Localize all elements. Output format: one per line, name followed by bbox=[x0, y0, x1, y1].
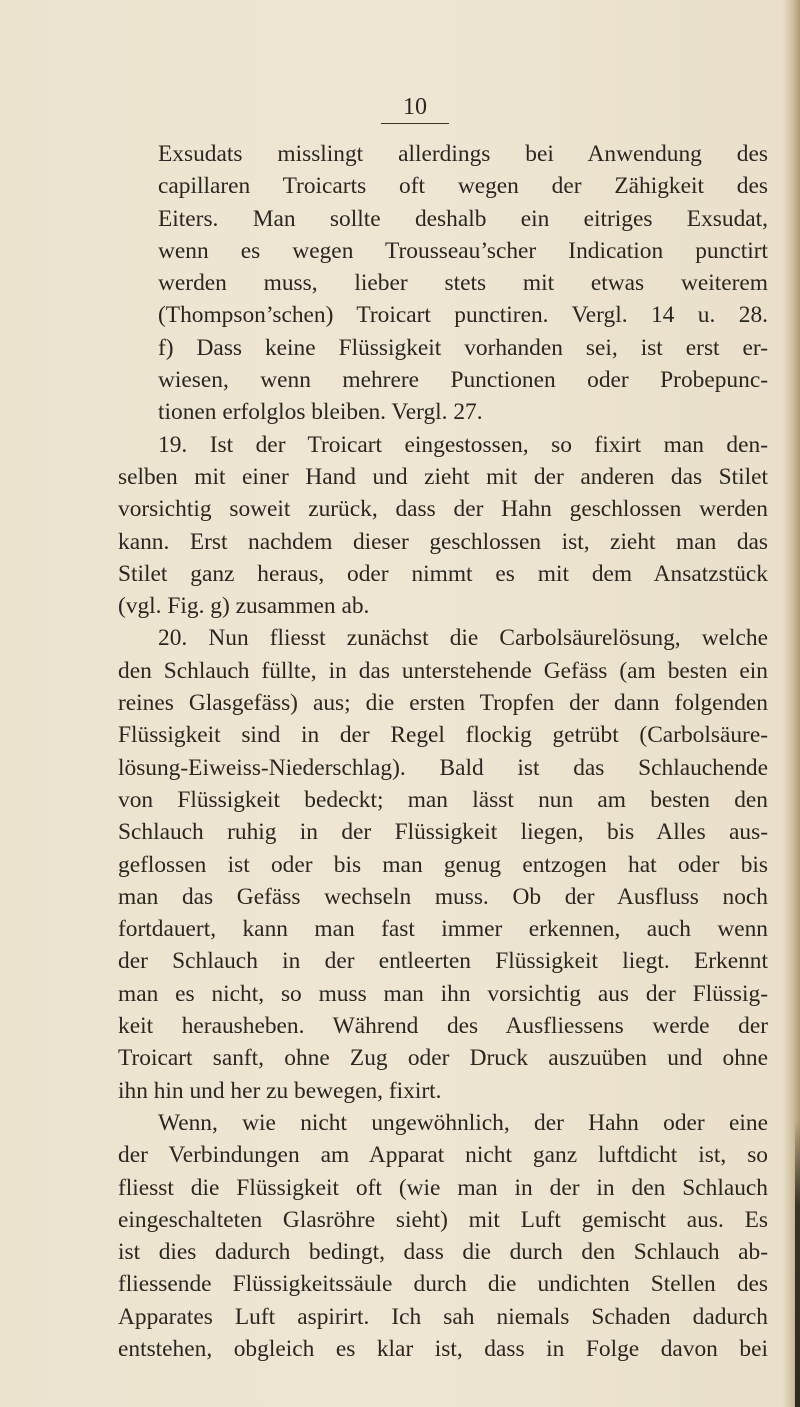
text-line: 19. Ist der Troicart eingestossen, so fixirt man den- bbox=[158, 431, 768, 458]
text-line: eingeschalteten Glasröhre sieht) mit Luft gemischt aus. Es bbox=[118, 1206, 768, 1233]
text-line: tionen erfolglos bleiben. Vergl. 27. bbox=[158, 399, 483, 426]
text-line: fliessende Flüssigkeitssäule durch die undichten Stellen des bbox=[118, 1271, 768, 1298]
text-line: den Schlauch füllte, in das unterstehende Gefäss (am besten ein bbox=[118, 657, 768, 684]
text-line: der Verbindungen am Apparat nicht ganz luftdicht ist, so bbox=[118, 1142, 768, 1169]
body-text bbox=[118, 138, 768, 1365]
text-line: Stilet ganz heraus, oder nimmt es mit dem Ansatzstück bbox=[118, 560, 768, 587]
text-line: ist dies dadurch bedingt, dass die durch den Schlauch ab- bbox=[118, 1239, 768, 1266]
text-line: selben mit einer Hand und zieht mit der anderen das Stilet bbox=[118, 463, 768, 490]
text-line: entstehen, obgleich es klar ist, dass in Folge davon bei bbox=[118, 1335, 768, 1362]
text-line: Exsudats misslingt allerdings bei Anwendung des bbox=[158, 141, 768, 167]
text-line: Schlauch ruhig in der Flüssigkeit liegen, bis Alles aus- bbox=[118, 819, 768, 846]
text-line: (Thompson’schen) Troicart punctiren. Vergl. 14 u. 28. bbox=[158, 302, 768, 329]
text-line: der Schlauch in der entleerten Flüssigkeit liegt. Erkennt bbox=[118, 948, 768, 975]
text-line: Apparates Luft aspirirt. Ich sah niemals Schaden dadurch bbox=[118, 1303, 768, 1330]
page-number: 10 bbox=[0, 93, 800, 124]
text-line: wiesen, wenn mehrere Punctionen oder Probepunc- bbox=[158, 367, 768, 394]
text-line: Wenn, wie nicht ungewöhnlich, der Hahn oder eine bbox=[158, 1109, 768, 1136]
text-line: 20. Nun fliesst zunächst die Carbolsäurelösung, welche bbox=[158, 625, 768, 652]
text-line: fliesst die Flüssigkeit oft (wie man in der in den Schlauch bbox=[118, 1174, 768, 1201]
text-line: kann. Erst nachdem dieser geschlossen ist, zieht man das bbox=[118, 528, 768, 555]
text-line: lösung-Eiweiss-Niederschlag). Bald ist das Schlauchende bbox=[118, 754, 768, 781]
text-line: wenn es wegen Trousseau’scher Indication punctirt bbox=[158, 237, 768, 264]
text-line: werden muss, lieber stets mit etwas weiterem bbox=[158, 270, 768, 297]
text-line: vorsichtig soweit zurück, dass der Hahn geschlossen werden bbox=[118, 496, 768, 523]
text-line: man das Gefäss wechseln muss. Ob der Ausfluss noch bbox=[118, 883, 768, 910]
text-line: capillaren Troicarts oft wegen der Zähigkeit des bbox=[158, 173, 768, 200]
text-line: von Flüssigkeit bedeckt; man lässt nun am besten den bbox=[118, 786, 768, 813]
text-line: man es nicht, so muss man ihn vorsichtig aus der Flüssig- bbox=[118, 980, 768, 1007]
text-line: f) Dass keine Flüssigkeit vorhanden sei, ist erst er- bbox=[158, 334, 768, 361]
text-line: Flüssigkeit sind in der Regel flockig getrübt (Carbolsäure- bbox=[118, 722, 768, 749]
text-line: Eiters. Man sollte deshalb ein eitriges Exsudat, bbox=[158, 205, 768, 232]
text-line: Troicart sanft, ohne Zug oder Druck auszuüben und ohne bbox=[118, 1045, 768, 1072]
text-line: geflossen ist oder bis man genug entzogen hat oder bis bbox=[118, 851, 768, 878]
text-line: keit herausheben. Während des Ausfliessens werde der bbox=[118, 1013, 768, 1040]
text-line: ihn hin und her zu bewegen, fixirt. bbox=[118, 1077, 442, 1104]
text-line: reines Glasgefäss) aus; die ersten Tropfen der dann folgenden bbox=[118, 690, 768, 717]
text-line: fortdauert, kann man fast immer erkennen, auch wenn bbox=[118, 916, 768, 943]
page-edge-binding bbox=[795, 1120, 800, 1407]
text-line: (vgl. Fig. g) zusammen ab. bbox=[118, 593, 370, 620]
